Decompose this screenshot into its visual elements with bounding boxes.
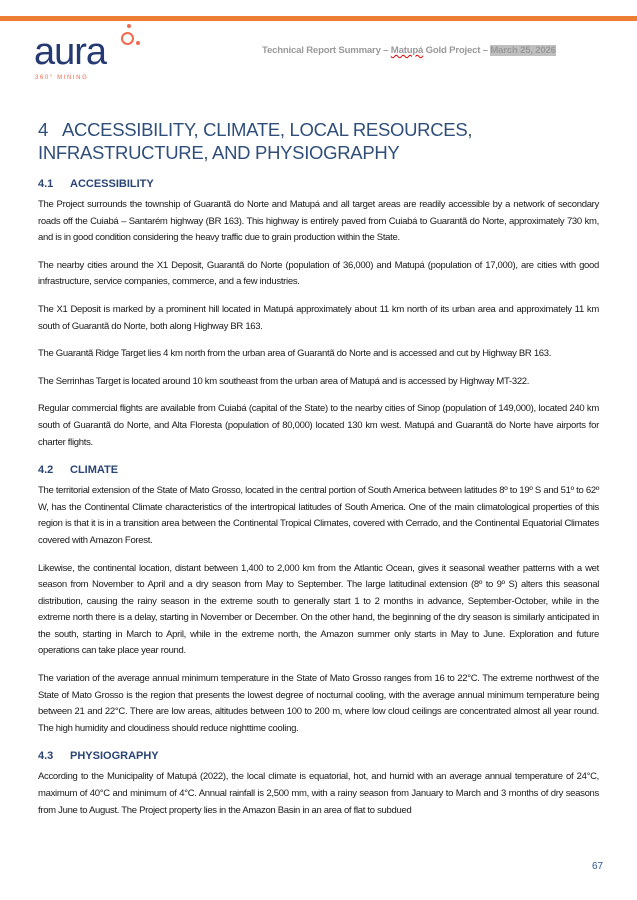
logo-word: aura — [34, 31, 107, 73]
page-number: 67 — [592, 861, 604, 872]
header-date: March 25, 2026 — [490, 45, 556, 56]
section-heading — [38, 749, 599, 763]
section-title: CLIMATE — [70, 464, 119, 477]
aura-logo — [34, 22, 154, 84]
paragraph: The Guarantã Ridge Target lies 4 km north from the urban area of Guarantã do Norte and is accessed and cut by Highway BR 163. — [38, 348, 552, 360]
chapter-number: 4 — [38, 119, 48, 140]
logo-dot — [136, 41, 140, 45]
logo-dot — [127, 24, 131, 28]
logo-ring — [121, 32, 134, 45]
running-header — [262, 45, 556, 56]
document-body — [38, 118, 599, 830]
logo-tagline: 360° MINING — [35, 75, 89, 81]
section-heading — [38, 463, 599, 477]
paragraph: According to the Municipality of Matupá (2022), the local climate is equatorial, hot, and humid with an average annual temperature of 24°C, maximum of 40°C and minimum of 4°C. Annual rainfall is 2,500 mm, with a rainy season from January to March and 3 months of dry seasons from June to August. The Project property lies in the Amazon Basin in an area of flat to subdued — [38, 771, 599, 816]
section-title: ACCESSIBILITY — [70, 178, 154, 190]
section-title: PHYSIOGRAPHY — [70, 750, 159, 763]
header-prefix: Technical Report Summary – — [262, 45, 391, 56]
header-accent-bar — [0, 16, 637, 21]
section-number: 4.3 — [38, 750, 54, 763]
paragraph: The territorial extension of the State of Mato Grosso, located in the central portion of South America between latitudes 8º to 19º S and 51º to 62º W, has the Continental Climate characteristics of the intertropical latitudes of South America. One of the main climatological properties of this region is that it is in a transition area between the Continental Tropical Climates, covered with Cerrado, and the Continental Equatorial Climates covered with Amazon Forest. — [38, 485, 599, 546]
header-middle: Gold Project – — [423, 45, 491, 56]
chapter-title: ACCESSIBILITY, CLIMATE, LOCAL RESOURCES, INFRASTRUCTURE, AND PHYSIOGRAPHY — [38, 119, 473, 163]
paragraph: The variation of the average annual minimum temperature in the State of Mato Grosso ranges from 16 to 22°C. The extreme northwest of the State of Mato Grosso is the region that presents the lowest degree of nocturnal cooling, with the average annual minimum temperature being between 21 and 22°C. There are low areas, altitudes between 100 to 200 m, where low cloud ceilings are concentrated almost all year round. The high humidity and cloudiness should reduce nighttime cooling. — [38, 673, 599, 734]
section-number: 4.2 — [38, 464, 54, 477]
chapter-heading — [38, 118, 599, 164]
paragraph: The Serrinhas Target is located around 10 km southeast from the urban area of Matupá and is accessed by Highway MT-322. — [38, 375, 530, 387]
paragraph: Regular commercial flights are available from Cuiabá (capital of the State) to the nearby cities of Sinop (population of 149,000), located 240 km south of Guarantã do Norte, and Alta Floresta (population of 80,000) located 130 km west. Matupá and Guarantã do Norte have airports for charter flights. — [38, 403, 599, 448]
paragraph: The Project surrounds the township of Guarantã do Norte and Matupá and all target areas are readily accessible by a network of secondary roads off the Cuiabá – Santarém highway (BR 163). This highway is entirely paved from Cuiabá to Guarantã do Norte, approximately 730 km, and is in good condition considering the heavy traffic due to grain production within the State. — [38, 199, 599, 244]
section-heading — [38, 177, 599, 191]
section-number: 4.1 — [38, 178, 54, 190]
paragraph: Likewise, the continental location, distant between 1,400 to 2,000 km from the Atlantic Ocean, gives it seasonal weather patterns with a wet season from November to April and a dry season from May to September. The large latitudinal extension (8º to 9º S) alters this seasonal distribution, causing the rainy season in the extreme south to generally start 1 to 2 months in advance, September-October, while in the extreme north there is a delay, starting in November or December. On the other hand, the beginning of the dry season is similarly anticipated in the south, starting in March to April, while in the extreme north, the Amazon summer only starts in May to June. Exploration and future operations can take place year round. — [38, 562, 599, 657]
paragraph: The nearby cities around the X1 Deposit, Guarantã do Norte (population of 36,000) and Matupá (population of 17,000), are cities with good infrastructure, service companies, commerce, and a few industries. — [38, 259, 599, 288]
paragraph: The X1 Deposit is marked by a prominent hill located in Matupá approximately about 11 km north of its urban area and approximately 11 km south of Guarantã do Norte, both along Highway BR 163. — [38, 303, 599, 332]
header-project-word: Matupá — [390, 45, 424, 56]
